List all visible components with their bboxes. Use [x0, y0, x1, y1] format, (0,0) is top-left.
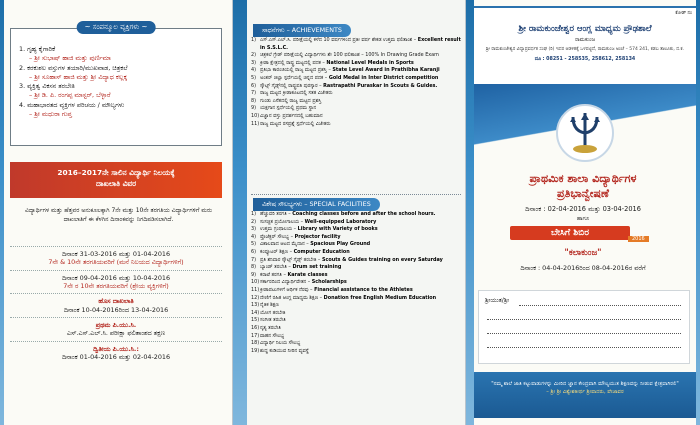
item-number: 3) [251, 226, 257, 233]
item-text [260, 279, 347, 287]
admission-intro: ವಿದ್ಯಾರ್ಥಿಗಳ ಮತ್ತು ಹೆತ್ತವರ ಅನುಕೂಲಕ್ಕಾಗಿ 7ನೇ ಮತ್ತು 10ನೇ ತರಗತಿಯ ವಿದ್ಯಾರ್ಥಿಗಳಿಗೆ ಮರು ದಾಖಲಾತಿಗೆ ಈ ಕೆಳಗಿನ ದಿನಾಂಕವನ್ನು ನಿಗದಿಪಡಿಸಲಾಗಿದೆ. [24, 207, 213, 224]
list-item [251, 333, 461, 341]
schedule-line2: 7ನೇ & 10ನೇ ತರಗತಿಯವರಿಗೆ (ಮನೆ ನಿಲಯದ ವಿದ್ಯಾರ್ಥಿಗಳಿಗೆ) [48, 258, 184, 267]
list-item [251, 37, 461, 52]
item-kannada: ಚಿತ್ರಕಲೆ ಗ್ರೇಡ್ ಪರೀಕ್ಷೆಯಲ್ಲಿ ವಿದ್ಯಾರ್ಥಿಗಳು ಶೇ 100 ಫಲಿತಾಂಶ – 100% In Drawing Grade Exam [260, 52, 439, 59]
item-text [260, 98, 321, 106]
left-stripe [0, 0, 4, 425]
list-item [251, 325, 461, 333]
list-item [251, 340, 461, 348]
item-kannada: ಸರ್ಕಾರದಿಂದ ವಿದ್ಯಾರ್ಥಿವೇತನ – [260, 279, 312, 286]
summer-camp-title: ಬೇಸಿಗೆ ಶಿಬಿರ [510, 226, 630, 240]
item-english: Scholarships [311, 279, 347, 286]
middle-stripe [233, 0, 247, 425]
list-item [251, 257, 461, 265]
trident-emblem-icon [565, 111, 605, 155]
item-english: Well-equipped Laboratory [304, 218, 377, 225]
item-text [260, 226, 378, 234]
item-kannada: ಪ್ರತಿ ಶನಿವಾರ ಸ್ಕೌಟ್ಸ್ ಗೈಡ್ಸ್ ತರಬೇತಿ – [260, 256, 322, 263]
item-number: 10) [251, 279, 260, 286]
item-kannada: ಕ್ರೀಡಾ ಕ್ಷೇತ್ರದಲ್ಲಿ ರಾಷ್ಟ್ರ ಮಟ್ಟದಲ್ಲಿ ಪದಕ – [260, 59, 327, 66]
item-english: Computer Education [293, 248, 350, 255]
item-text [260, 105, 316, 113]
list-item [251, 105, 461, 113]
item-english: Coaching classes before and after the school hours. [292, 211, 436, 217]
item-number: 4) [251, 233, 257, 240]
list-item [251, 302, 461, 310]
item-number: 18) [251, 340, 260, 347]
item-number: 6) [251, 248, 257, 255]
school-name: ಶ್ರೀ ರಾಮಕುಂಜೇಶ್ವರ ಆಂಗ್ಲ ಮಾಧ್ಯಮ ಪ್ರೌಢಶಾಲೆ [518, 24, 652, 34]
item-text [260, 325, 281, 333]
item-text [260, 241, 370, 249]
and-text: ಹಾಗೂ [576, 215, 590, 222]
list-item [251, 83, 461, 91]
summer-camp-year: 2016 [628, 236, 649, 242]
list-item [251, 234, 461, 242]
item-kannada: ಸುಸಜ್ಜಿತ ಪ್ರಯೋಗಾಲಯ – [260, 218, 305, 225]
item-text [260, 348, 309, 356]
item-kannada: ಎಸ್.ಎಸ್.ಎಲ್.ಸಿ. ಪರೀಕ್ಷೆಯಲ್ಲಿ ಕಳೆದ 10 ವರ್ಷಗಳಿಂದ ಪ್ರತೀ ವರ್ಷ ಶೇಕಡ ಉತ್ತಮ ಫಲಿತಾಂಶ – [260, 37, 418, 43]
item-kannada: ವಿದ್ಯಾರ್ಥಿ ನಿಲಯ ಸೌಲಭ್ಯ [260, 340, 301, 347]
schedule-line1: ಹೊಸ ದಾಖಲಾತಿ [98, 297, 134, 306]
item-number: 2) [251, 218, 257, 225]
list-item [251, 295, 461, 303]
school-logo [556, 104, 614, 162]
list-item [251, 249, 461, 257]
item-number: 17) [251, 332, 260, 339]
resource-person: – ಶ್ರೀ ಮಧುರಾ ಗುಪ್ತ [29, 109, 72, 118]
item-kannada: ಬ್ಯಾಂಡ್ ತರಬೇತಿ – [260, 264, 293, 271]
event-title [466, 172, 700, 202]
item-number: 2) [251, 52, 257, 59]
resource-title: ವ್ಯಕ್ತಿತ್ವ ವಿಕಸನ ತರಬೇತಿ [27, 82, 75, 91]
schedule-row [10, 246, 222, 270]
item-text [260, 52, 439, 60]
item-number: 9) [251, 271, 257, 278]
item-kannada: ಯಕ್ಷಗಾನ ಸ್ಪರ್ಧೆಯಲ್ಲಿ ಪ್ರಥಮ ಸ್ಥಾನ [260, 105, 317, 112]
address-line [487, 347, 681, 348]
recipient-address-box [478, 290, 690, 364]
panel-schedule [0, 0, 233, 425]
item-kannada: ಉತ್ತಮ ಗ್ರಂಥಾಲಯ – [260, 226, 298, 233]
admission-banner-line2: ದಾಖಲಾತಿ ವಿವರ [95, 179, 137, 189]
resource-persons-box [10, 23, 222, 146]
item-kannada: ಕ್ರೀಡಾಪಟುಗಳಿಗೆ ಆರ್ಥಿಕ ನೆರವು – [260, 286, 315, 293]
item-number: 7) [251, 256, 257, 263]
achievements-list [251, 37, 461, 128]
item-text [260, 211, 436, 219]
summer-camp-dates: ದಿನಾಂಕ : 04-04-2016ರಿಂದ 08-04-2016ರ ವರೆಗೆ [520, 264, 646, 272]
schedule-line1: ಪ್ರಥಮ ಪಿ.ಯು.ಸಿ. [95, 320, 137, 329]
item-kannada: ನೈತಿಕ ಶಿಕ್ಷಣ [260, 302, 279, 309]
list-item [251, 98, 461, 106]
item-english: Financial assistance to the Athletes [314, 286, 413, 293]
list-item [251, 241, 461, 249]
event-title-line1: ಪ್ರಾಥಮಿಕ ಶಾಲಾ ವಿದ್ಯಾರ್ಥಿಗಳ [529, 172, 637, 185]
list-item [251, 211, 461, 219]
list-item [251, 348, 461, 356]
school-header [474, 6, 696, 84]
item-text [260, 234, 341, 242]
schedule-line1: ದಿನಾಂಕ 09-04-2016 ಮತ್ತು 10-04-2016 [61, 273, 171, 282]
item-text [260, 333, 284, 341]
schedule-row [10, 270, 222, 294]
list-item [251, 272, 461, 280]
admission-banner-line1: 2016–2017ನೇ ಸಾಲಿನ ವಿದ್ಯಾರ್ಥಿ ನಿಲಯಕ್ಕೆ [57, 168, 175, 177]
item-text [260, 264, 341, 272]
item-number: 10) [251, 112, 260, 119]
item-english: Gold Medal in Inter District competition [328, 74, 439, 81]
list-item [251, 67, 461, 75]
item-kannada: ವಾಹನ ಸೌಲಭ್ಯ [260, 332, 285, 339]
item-english: Excellent result in S.S.L.C. [260, 37, 461, 51]
talent-hunt-date-text: ದಿನಾಂಕ : 02-04-2016 ಮತ್ತು 03-04-2016 [525, 205, 641, 213]
item-text [260, 295, 436, 303]
panel-achievements [233, 0, 466, 425]
facilities-tab: ವಿಶೇಷ ಸೌಲಭ್ಯಗಳು – SPECIAL FACILITIES [253, 198, 380, 211]
item-kannada: ನೃತ್ಯ ತರಬೇತಿ [260, 324, 281, 331]
item-text [260, 219, 376, 227]
summer-camp-name: "ಕಲಾಕುಂಜ" [564, 248, 602, 258]
item-english: Spacious Play Ground [310, 241, 371, 248]
item-text [260, 75, 438, 83]
item-number: 8) [251, 264, 257, 271]
section-divider [251, 194, 461, 195]
list-item [251, 60, 461, 68]
list-item [251, 287, 461, 295]
resource-person: – ಶ್ರೀ ಸೂಹಾಸ್ ಹಾಜಿ ಮತ್ತು ಶ್ರೀ ವಿದ್ಯಾಧ ಕಲ್ಲಕ್ಕ [29, 72, 128, 81]
item-kannada: ರಾಜ್ಯ ಮಟ್ಟದ ರಸಪ್ರಶ್ನೆ ಸ್ಪರ್ಧೆಯಲ್ಲಿ ವಿಜೇತರು [260, 120, 331, 127]
item-kannada: ಪ್ರತಿಭಾ ಕಾರಂಜಿಯಲ್ಲಿ ರಾಜ್ಯ ಮಟ್ಟದ ಪ್ರಶಸ್ತಿ – [260, 67, 333, 74]
resource-persons-title: ~ ಸಂಪನ್ಮೂಲ ವ್ಯಕ್ತಿಗಳು ~ [77, 21, 156, 34]
item-number: 9) [251, 105, 257, 112]
item-english: Library with Variety of books [297, 226, 378, 233]
item-kannada: ಕಂಪ್ಯೂಟರ್ ಶಿಕ್ಷಣ – [260, 248, 294, 255]
schedule-line2: 7ನೇ ರ 10ನೇ ತರಗತಿಯವರಿಗೆ (ಶ್ರೇಯ ವ್ಯಕ್ತಿಗಳಿಗೆ) [63, 281, 169, 290]
school-address: ಶ್ರೀ ರಾಮಕುಂಜೇಶ್ವರ ವಿದ್ಯಾಪ್ರವರ್ಧಕ ಸಂಘ (ರಿ) ಇದರ ಆಡಳಿತಕ್ಕೆ ಒಳಪಟ್ಟಿದೆ, ರಾಮಕುಂಜ ಅಂಚೆ – 574 241, ಕಡಬ ತಾಲೂಕು, ದ.ಕ. [486, 47, 684, 52]
item-text [260, 113, 323, 121]
schedule-line2: ದಿನಾಂಕ 10-04-2016ರಿಂದ 13-04-2016 [63, 305, 169, 314]
address-line [519, 305, 681, 306]
item-english: National Level Medals in Sports [326, 59, 414, 66]
resource-number: 1. [19, 45, 28, 53]
list-item [19, 101, 213, 120]
item-text [260, 249, 350, 257]
resource-number: 4. [19, 100, 28, 109]
item-text [260, 60, 414, 68]
school-phone: ದೂ : 08251 - 258535, 258612, 258134 [534, 57, 636, 63]
list-item [251, 317, 461, 325]
quote-banner [474, 372, 696, 418]
list-item [19, 82, 213, 101]
quote-author: – ಶ್ರೀ ಶ್ರೀ ವಿಶ್ವೇಶತೀರ್ಥ ಶ್ರೀಪಾದರು, ಪೇಜಾವರ [546, 389, 624, 396]
item-number: 14) [251, 309, 260, 316]
address-line [487, 319, 681, 320]
list-item [251, 113, 461, 121]
list-item [251, 90, 461, 98]
schedule-row [10, 341, 222, 365]
school-code: ಕೋಡ್ ನಂ [675, 11, 692, 16]
item-english: Rastrapathi Puraskar in Scouts & Guides. [323, 82, 438, 89]
resource-title: ಗೃಹ್ಯ ಕೈಗಾರಿಕೆ [27, 45, 56, 53]
list-item [251, 121, 461, 129]
achievements-tab: ಸಾಧನೆಗಳು – ACHIEVEMENTS [253, 24, 351, 37]
talent-hunt-dates [466, 204, 700, 223]
resource-persons-list [11, 29, 221, 119]
item-kannada: ಶುದ್ಧ ಕುಡಿಯುವ ನೀರಿನ ವ್ಯವಸ್ಥೆ [260, 347, 309, 354]
item-number: 7) [251, 90, 257, 97]
admission-banner [10, 162, 222, 198]
item-kannada: ಗುಂಡು ಎಸೆತದಲ್ಲಿ ರಾಜ್ಯ ಮಟ್ಟದ ಪ್ರಶಸ್ತಿ [260, 97, 322, 104]
item-english: Donation free English Medium Education [323, 294, 437, 301]
item-text [260, 310, 285, 318]
schedule-line2: ದಿನಾಂಕ 01-04-2016 ಮತ್ತು 02-04-2016 [61, 352, 171, 361]
list-item [19, 45, 213, 64]
item-number: 1) [251, 37, 257, 43]
item-english: State Level Award in Prathibha Karanji [332, 67, 440, 74]
resource-title: ಕರಕುಶಲ ವಸ್ತುಗಳ ತಯಾರಿ/ಮುಖವಾಡ, ಚಿತ್ರಕಲೆ [27, 63, 128, 72]
item-kannada: ಯೋಗ ತರಬೇತಿ [260, 309, 286, 316]
list-item [251, 52, 461, 60]
resource-person: – ಶ್ರೀ ಸುಭಾಷ್ ಹಾಜಿ ಮತ್ತು ಪುರ್ಣಿಮಾ [29, 54, 111, 63]
item-kannada: ಸಂಗೀತ ತರಬೇತಿ [260, 317, 286, 324]
item-number: 8) [251, 97, 257, 104]
item-kannada: ರಾಜ್ಯ ಮಟ್ಟದ ಕ್ರೀಡಾಕೂಟದಲ್ಲಿ ಸತತ ವಿಜೇತರು [260, 90, 333, 97]
schedule-line2: ಎಸ್.ಎಸ್.ಎಲ್.ಸಿ. ಪರೀಕ್ಷಾ ಫಲಿತಾಂಶದ ತಕ್ಷಣ [66, 329, 166, 338]
schedule-line1: ದ್ವಿತೀಯ ಪಿ.ಯು.ಸಿ.: [93, 344, 139, 353]
admission-schedule [10, 246, 222, 364]
item-kannada: ಅಂತರ್ ಜಿಲ್ಲಾ ಸ್ಪರ್ಧೆಯಲ್ಲಿ ಚಿನ್ನದ ಪದಕ – [260, 74, 329, 81]
item-number: 5) [251, 74, 257, 81]
school-place: ರಾಮಕುಂಜ [574, 37, 596, 43]
item-kannada: ವಿಶಾಲವಾದ ಆಟದ ಮೈದಾನ – [260, 241, 311, 248]
event-title-line2: ಪ್ರತಿಭಾನ್ವೇಷಣೆ [557, 186, 609, 200]
item-text [260, 257, 443, 265]
item-number: 3) [251, 59, 257, 66]
item-english: Drum set training [292, 264, 342, 271]
facilities-list [251, 211, 461, 355]
resource-number: 2. [19, 63, 28, 72]
list-item [251, 310, 461, 318]
schedule-line1: ದಿನಾಂಕ 31-03-2016 ಮತ್ತು 01-04-2016 [61, 250, 171, 258]
list-item [251, 279, 461, 287]
item-number: 11) [251, 286, 260, 293]
item-text [260, 121, 331, 129]
item-english: Scouts & Guides training on every Saturday [321, 256, 443, 263]
item-text [260, 37, 461, 52]
item-number: 12) [251, 294, 260, 301]
item-english: Projector facility [294, 233, 341, 240]
item-kannada: ಹೆಚ್ಚುವರಿ ತರಗತಿ – [260, 211, 293, 217]
address-line [487, 333, 681, 334]
list-item [251, 264, 461, 272]
item-text [260, 317, 286, 325]
list-item [251, 226, 461, 234]
item-number: 4) [251, 67, 257, 74]
schedule-row [10, 317, 222, 341]
item-text [260, 302, 279, 310]
item-number: 5) [251, 241, 257, 248]
schedule-row [10, 293, 222, 317]
item-text [260, 67, 440, 75]
recipient-label: ಶ್ರೀಯುತ/ಶ್ರೀ [485, 297, 510, 304]
item-number: 16) [251, 324, 260, 331]
item-number: 19) [251, 347, 260, 354]
list-item [19, 64, 213, 83]
item-number: 6) [251, 82, 257, 89]
item-text [260, 83, 437, 91]
item-text [260, 90, 333, 98]
item-english: Karate classes [287, 271, 328, 278]
item-kannada: ಪ್ರೊಜೆಕ್ಟರ್ ಸೌಲಭ್ಯ – [260, 233, 295, 240]
list-item [251, 75, 461, 83]
item-kannada: ಕರಾಟೆ ತರಗತಿ – [260, 271, 288, 278]
resource-number: 3. [19, 82, 28, 91]
item-kannada: ವಿಜ್ಞಾನ ವಸ್ತು ಪ್ರದರ್ಶನದಲ್ಲಿ ಬಹುಮಾನ [260, 112, 323, 119]
item-number: 15) [251, 317, 260, 324]
resource-person: – ಶ್ರೀ ಡಿ. ಪಿ. ರಂಗಪ್ಪ ಮಾಸ್ಟರ್, ಬೆಳ್ಳಾರೆ [29, 91, 111, 100]
item-kannada: ದೇಣಿಗೆ ರಹಿತ ಆಂಗ್ಲ ಮಾಧ್ಯಮ ಶಿಕ್ಷಣ – [260, 294, 324, 301]
item-number: 11) [251, 120, 260, 127]
item-text [260, 287, 413, 295]
list-item [251, 219, 461, 227]
quote-text: "ನಮ್ಮ ಶಾಲೆ ಜಾತಿ ಕಟ್ಟುಪಾಡುಗಳನ್ನು ಮೀರಿದ ಜ್ಞಾನ ಕೇಂದ್ರವಾಗಿ ಮೌಲ್ಯಯುತ ಶಿಕ್ಷಣವನ್ನು ನೀಡುವ ಕ್ಷೇತ್ರವಾಗಿರಲಿ" [491, 381, 679, 387]
resource-title: ಮಹಾಭಾರತದ ವ್ಯಕ್ತಿಗಳ ಪರಿಚಯ / ಮೌಲ್ಯಗಳು [27, 100, 125, 109]
item-number: 1) [251, 211, 257, 217]
panel-cover [466, 0, 700, 425]
item-number: 13) [251, 302, 260, 309]
item-kannada: ಸ್ಕೌಟ್ಸ್ ಗೈಡ್ಸ್‌ನಲ್ಲಿ ರಾಷ್ಟ್ರಪತಿ ಪುರಸ್ಕಾರ – [260, 82, 324, 89]
item-text [260, 340, 300, 348]
item-text [260, 272, 328, 280]
